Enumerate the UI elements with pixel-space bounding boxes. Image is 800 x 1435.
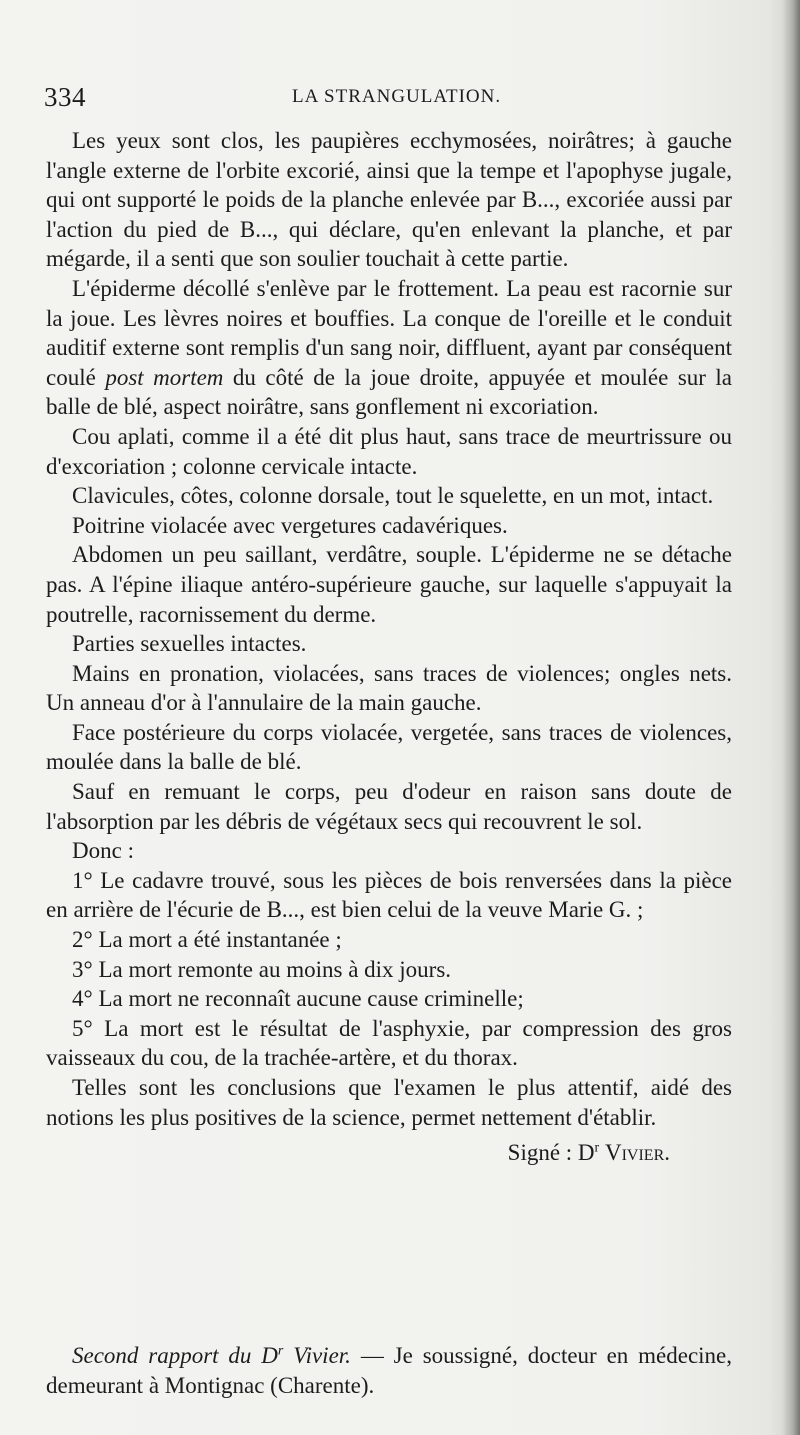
paragraph-epiderm [46,274,732,422]
post-mortem-term: post mortem [105,364,224,390]
page-edge-shadow [782,0,800,1435]
paragraph-chest: Poitrine violacée avec vergetures cadavériques. [72,512,508,538]
paragraph-hands: Mains en pronation, violacées, sans traces de violences; ongles nets. Un anneau d'or à l'annulaire de la main gauche. [46,660,732,716]
signature-line [46,1138,732,1168]
signature-prefix: Signé : D [507,1140,595,1166]
paragraph-odor: Sauf en remuant le corps, peu d'odeur en raison sans doute de l'absorption par les débris de végétaux secs qui recouvrent le sol. [46,779,732,834]
page-number: 334 [44,82,86,112]
second-report-title-b: Vivier. [293,1343,351,1368]
conclusion-4: 4° La mort ne reconnaît aucune cause criminelle; [72,986,524,1012]
second-report-paragraph [46,1341,732,1400]
signature-name: Vivier. [604,1140,670,1166]
second-report [46,1341,732,1400]
paragraph-neck: Cou aplati, comme il a été dit plus haut, sans trace de meurtrissure ou d'excoriation ; colonne cervicale intacte. [46,423,732,479]
paragraph-epiderm-text: L'épiderme décollé s'enlève par le frottement. La peau est racornie sur la joue. Les lèvres noires et bouffies. La conque de l'oreille et le conduit auditif externe sont remplis d'un sang noir, diffluent, ayant par conséquent coulé [46,275,732,390]
paragraph-skeleton: Clavicules, côtes, colonne dorsale, tout le squelette, en un mot, intact. [72,483,714,509]
paragraph-back: Face postérieure du corps violacée, vergetée, sans traces de violences, moulée dans la balle de blé. [46,719,732,775]
paragraph-closing: Telles sont les conclusions que l'examen le plus attentif, aidé des notions les plus positives de la science, permet nettement d'établir. [46,1075,732,1130]
page-header [44,82,734,118]
second-report-title-a: Second rapport du D [72,1343,278,1368]
conclusion-1: 1° Le cadavre trouvé, sous les pièces de bois renversées dans la pièce en arrière de l'écurie de B..., est bien celui de la veuve Marie G. ; [46,867,732,923]
conclusion-3: 3° La mort remonte au moins à dix jours. [72,956,452,982]
running-title: LA STRANGULATION. [292,86,502,107]
second-report-sup: r [277,1343,284,1359]
paragraph-donc: Donc : [72,838,134,864]
body-text [46,126,732,1168]
paragraph-eyes: Les yeux sont clos, les paupières ecchymosées, noirâtres; à gauche l'angle externe de l'orbite excorié, ainsi que la tempe et l'apophyse jugale, qui ont supporté le poids de la planche enlevée par B..., excoriée aussi par l'action du pied de B..., qui déclare, qu'en enlevant la planche, et par mégarde, il a senti que son soulier touchait à cette partie. [46,128,732,272]
second-report-text: — Je soussigné, docteur en médecine, demeurant à Montignac (Charente). [46,1343,733,1398]
signature-sup: r [594,1140,600,1156]
paragraph-abdomen: Abdomen un peu saillant, verdâtre, souple. L'épiderme ne se détache pas. A l'épine iliaque antéro-supérieure gauche, sur laquelle s'appuyait la poutrelle, racornissement du derme. [46,542,732,627]
paragraph-epiderm-tail: du côté de la joue droite, appuyée et moulée sur la balle de blé, aspect noirâtre, sans gonflement ni excoriation. [46,364,733,420]
conclusion-2: 2° La mort a été instantanée ; [72,927,342,953]
conclusion-5: 5° La mort est le résultat de l'asphyxie, par compression des gros vaisseaux du cou, de la trachée-artère, et du thorax. [46,1015,732,1071]
paragraph-genitals: Parties sexuelles intactes. [72,631,307,657]
